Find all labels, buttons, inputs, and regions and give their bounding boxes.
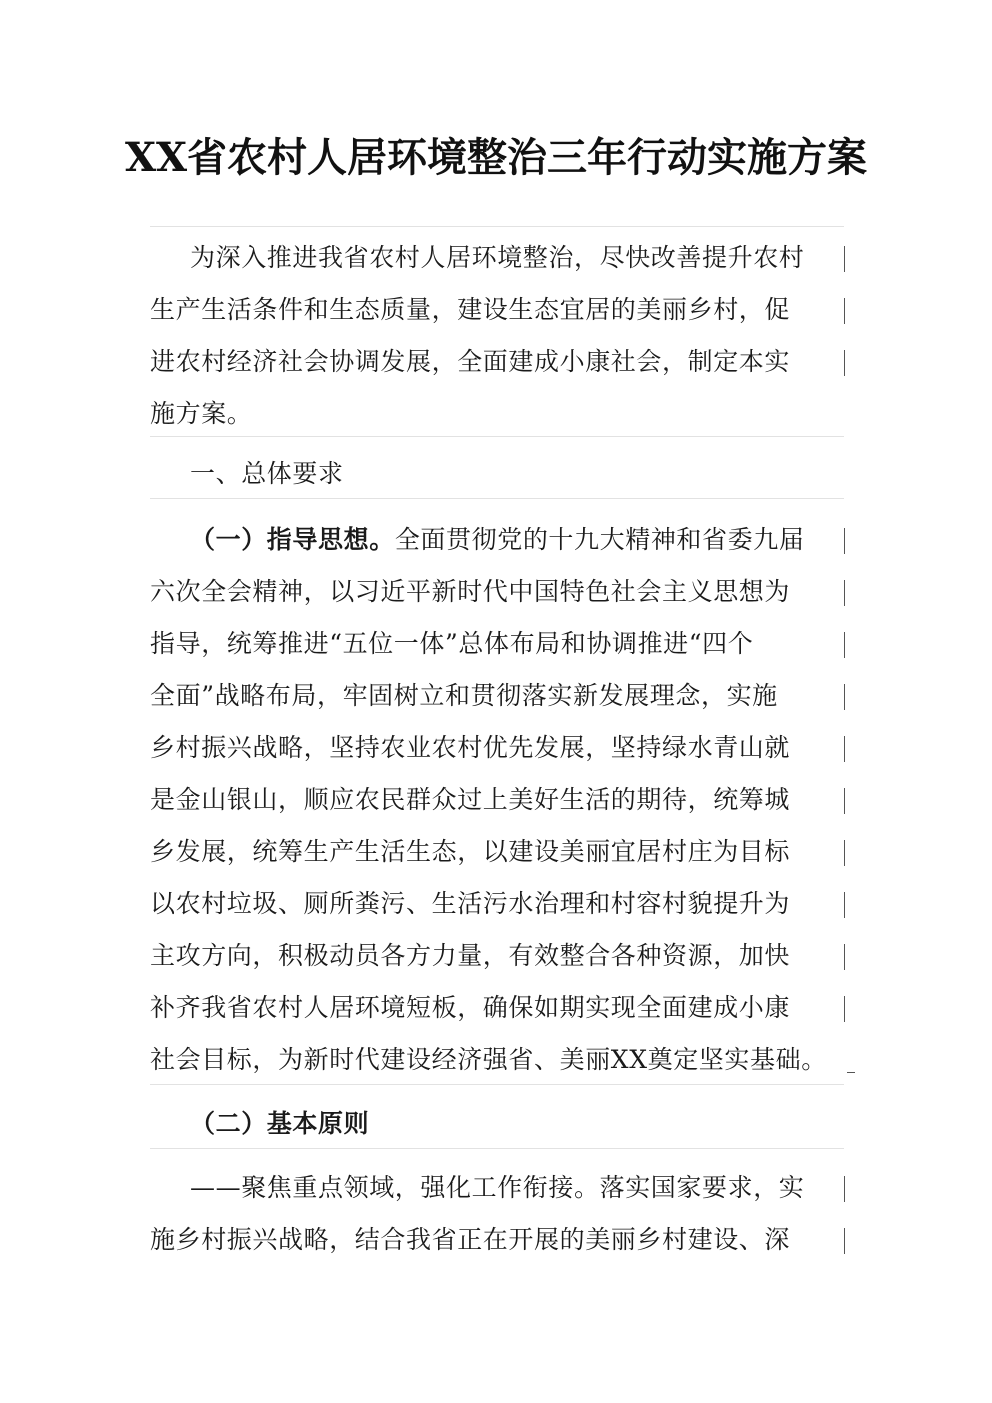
line-end-mark	[844, 944, 845, 970]
line-end-mark	[844, 528, 845, 554]
paragraph-line: 主攻方向，积极动员各方力量，有效整合各种资源，加快	[150, 930, 844, 982]
line-end-mark	[844, 736, 845, 762]
divider	[150, 1148, 844, 1149]
paragraph-line: 施乡村振兴战略，结合我省正在开展的美丽乡村建设、深	[150, 1214, 844, 1266]
paragraph-line: 指导，统筹推进“五位一体”总体布局和协调推进“四个	[150, 618, 844, 670]
line-end-mark	[844, 350, 845, 376]
paragraph-line: 社会目标，为新时代建设经济强省、美丽XX奠定坚实基础。	[150, 1034, 844, 1086]
paragraph-line: 是金山银山，顺应农民群众过上美好生活的期待，统筹城	[150, 774, 844, 826]
line-end-mark	[844, 684, 845, 710]
line-end-mark	[844, 788, 845, 814]
line-end-mark	[844, 840, 845, 866]
paragraph-line: 全面”战略布局，牢固树立和贯彻落实新发展理念，实施	[150, 670, 844, 722]
subheading-label: （一）指导思想。	[190, 525, 395, 554]
paragraph-line: ——聚焦重点领域，强化工作衔接。落实国家要求，实	[150, 1162, 844, 1214]
line-end-mark	[844, 1228, 845, 1254]
line-end-mark	[844, 996, 845, 1022]
line-end-mark	[844, 632, 845, 658]
paragraph-line: 生产生活条件和生态质量，建设生态宜居的美丽乡村，促	[150, 284, 844, 336]
paragraph-line: 施方案。	[150, 399, 253, 428]
paragraph-line: 六次全会精神，以习近平新时代中国特色社会主义思想为	[150, 566, 844, 618]
divider	[150, 498, 844, 499]
section-heading: （二）基本原则	[190, 1109, 370, 1138]
paragraph-line: 进农村经济社会协调发展，全面建成小康社会，制定本实	[150, 336, 844, 388]
paragraph-end-mark	[847, 1072, 855, 1073]
paragraph-line: 乡村振兴战略，坚持农业农村优先发展，坚持绿水青山就	[150, 722, 844, 774]
line-end-mark	[844, 298, 845, 324]
intro-paragraph	[150, 232, 844, 440]
divider	[150, 1084, 844, 1085]
section-heading: 一、总体要求	[190, 459, 344, 488]
divider	[150, 226, 844, 227]
divider	[150, 436, 844, 437]
paragraph-line: 以农村垃圾、厕所粪污、生活污水治理和村容村貌提升为	[150, 878, 844, 930]
line-end-mark	[844, 1176, 845, 1202]
document-title: XX省农村人居环境整治三年行动实施方案	[124, 134, 868, 181]
guiding-paragraph	[150, 514, 844, 1086]
line-end-mark	[844, 892, 845, 918]
principles-paragraph	[150, 1162, 844, 1266]
paragraph-line: 补齐我省农村人居环境短板，确保如期实现全面建成小康	[150, 982, 844, 1034]
paragraph-line: （一）指导思想。全面贯彻党的十九大精神和省委九届	[150, 514, 844, 566]
line-end-mark	[844, 246, 845, 272]
line-end-mark	[844, 580, 845, 606]
paragraph-line: 为深入推进我省农村人居环境整治，尽快改善提升农村	[150, 232, 844, 284]
paragraph-line: 乡发展，统筹生产生活生态，以建设美丽宜居村庄为目标	[150, 826, 844, 878]
